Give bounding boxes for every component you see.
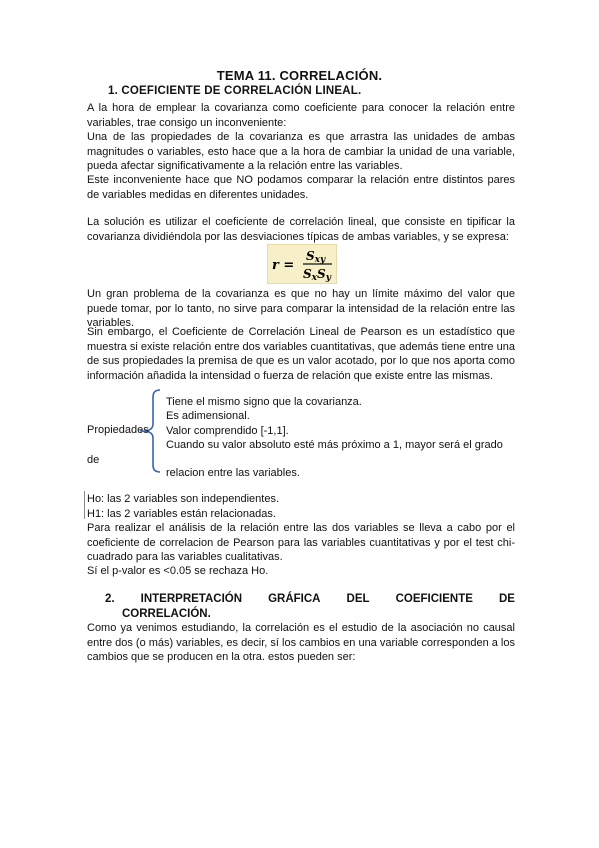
- formula-graphic: [268, 245, 336, 283]
- document-title: TEMA 11. CORRELACIÓN.: [216, 68, 383, 83]
- paragraph-covarianza-intro: A la hora de emplear la covarianza como coeficiente para conocer la relación entre variables, trae consigo un inconveniente:: [87, 102, 515, 129]
- section-2-heading: [87, 592, 515, 621]
- heading-word: 2.: [105, 593, 115, 605]
- property-item: relacion entre las variables.: [166, 467, 300, 479]
- property-item: Tiene el mismo signo que la covarianza.: [166, 396, 362, 408]
- correlation-formula: [267, 244, 337, 284]
- heading-word: GRÁFICA: [268, 593, 321, 605]
- formula-lhs: r =: [272, 258, 295, 273]
- property-item: Cuando su valor absoluto esté más próximo a 1, mayor será el grado: [166, 439, 503, 451]
- section-1-heading: 1. COEFICIENTE DE CORRELACIÓN LINEAL.: [108, 85, 362, 97]
- formula-denominator: SxSy: [303, 267, 331, 283]
- heading-word: DE: [498, 593, 515, 605]
- paragraph-analisis: Para realizar el análisis de la relación entre las dos variables se lleva a cabo por el coeficiente de correlacion de Pearson para las variables cuantitativas y por el test chi-cuadrado para las variables cualitativas.: [87, 522, 515, 563]
- formula-numerator: Sxy: [306, 249, 326, 265]
- heading-word: DEL: [346, 593, 370, 605]
- hypothesis-h0: Ho: las 2 variables son independientes.: [87, 493, 280, 505]
- paragraph-pearson: Sin embargo, el Coeficiente de Correlación Lineal de Pearson es un estadístico que muestra si existe relación entre dos variables cuantitativas, que además tiene entre una de sus propiedades la premisa de que es un valor acotado, por lo que nos aporta como información añadida la intensidad o fuerza de relación que existe entre las mismas.: [87, 326, 515, 382]
- properties-label: Propiedades: [87, 424, 149, 436]
- heading-word: INTERPRETACIÓN: [140, 593, 243, 605]
- paragraph-inconveniente: Este inconveniente hace que NO podamos comparar la relación entre distintos pares de variables medidas en diferentes unidades.: [87, 174, 515, 201]
- property-item: Valor comprendido [-1,1].: [166, 425, 289, 437]
- heading-word: COEFICIENTE: [395, 593, 473, 605]
- property-item: Es adimensional.: [166, 410, 250, 422]
- hypothesis-marker: [84, 491, 85, 519]
- paragraph-p-valor: Sí el p-valor es <0.05 se rechaza Ho.: [87, 565, 269, 577]
- section-2-heading-line2: CORRELACIÓN.: [122, 607, 211, 620]
- properties-de: de: [87, 454, 100, 466]
- paragraph-solucion: La solución es utilizar el coeficiente de correlación lineal, que consiste en tipificar la covarianza dividiéndola por las desviaciones típicas de ambas variables, y se expresa:: [87, 216, 515, 243]
- paragraph-interpretacion: Como ya venimos estudiando, la correlación es el estudio de la asociación no causal entre dos (o más) variables, es decir, sí los cambios en una variable corresponden a los cambios que se producen en la otra. estos pueden ser:: [87, 622, 515, 663]
- paragraph-covarianza-unidades: Una de las propiedades de la covarianza es que arrastra las unidades de ambas magnitudes o variables, esto hace que a la hora de cambiar la unidad de una variable, pueda afectar significativamente a la relación entre las variables.: [87, 131, 515, 172]
- hypothesis-h1: H1: las 2 variables están relacionadas.: [87, 508, 276, 520]
- paragraph-problema-covarianza: Un gran problema de la covarianza es que no hay un límite máximo del valor que puede tomar, por lo tanto, no sirve para comparar la intensidad de la relación entre las variables.: [87, 288, 515, 329]
